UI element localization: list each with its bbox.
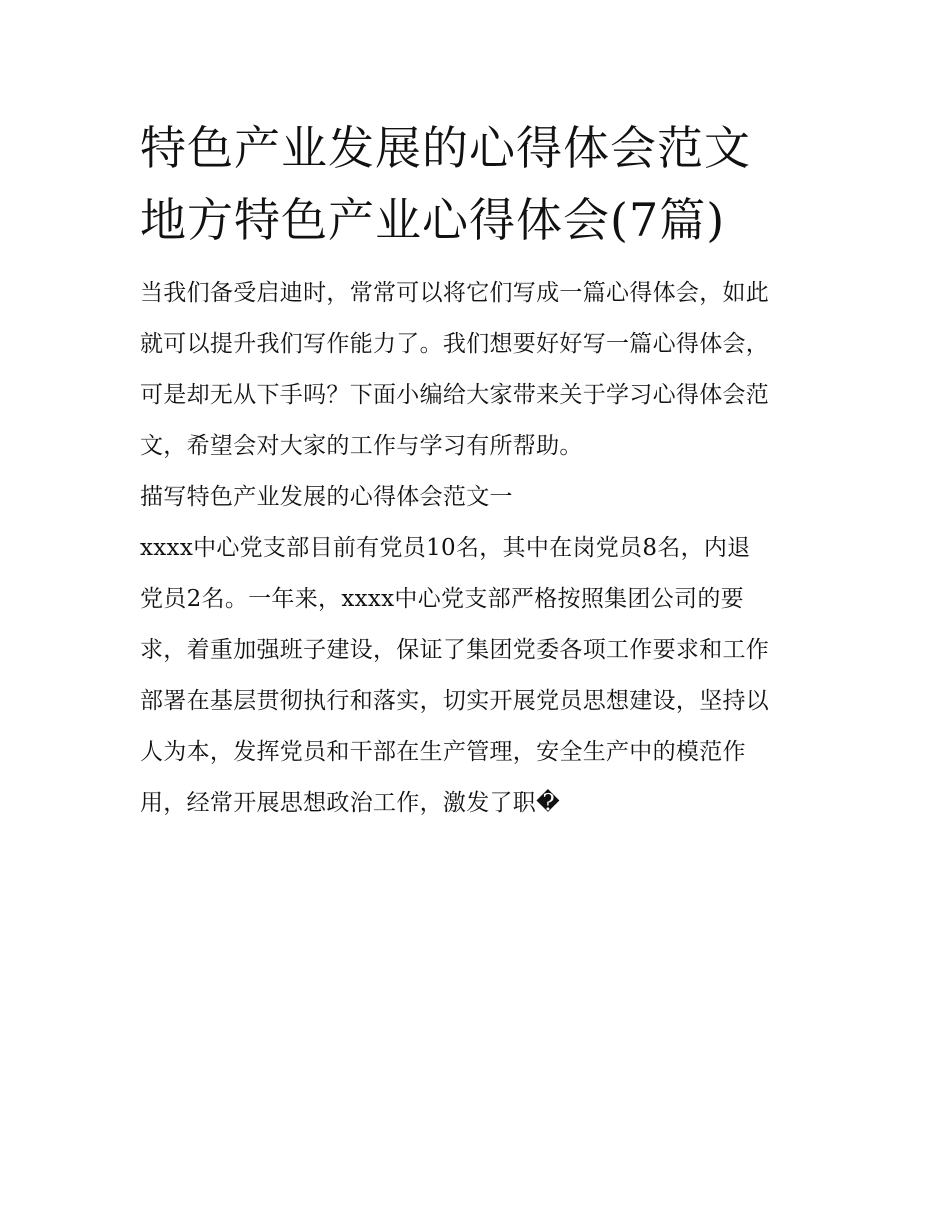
- body-paragraph: [140, 523, 815, 829]
- document-title: [140, 112, 815, 256]
- title-line-1: 特色产业发展的心得体会范文: [140, 121, 751, 175]
- intro-line: 就可以提升我们写作能力了。我们想要好好写一篇心得体会，: [140, 331, 770, 357]
- body-line: xxxx中心党支部目前有党员10名，其中在岗党员8名，内退: [140, 535, 751, 561]
- section-heading-text: 描写特色产业发展的心得体会范文一: [140, 484, 513, 510]
- document-body: [140, 268, 815, 829]
- body-line: 部署在基层贯彻执行和落实，切实开展党员思想建设，坚持以: [140, 688, 770, 714]
- intro-paragraph: [140, 268, 815, 472]
- body-line: 求，着重加强班子建设，保证了集团党委各项工作要求和工作: [140, 637, 770, 663]
- intro-line: 文，希望会对大家的工作与学习有所帮助。: [140, 433, 583, 459]
- title-line-2: 地方特色产业心得体会(7篇): [140, 193, 726, 247]
- section-heading: [140, 472, 815, 523]
- document-page: [140, 112, 815, 829]
- intro-line: 可是却无从下手吗？下面小编给大家带来关于学习心得体会范: [140, 382, 770, 408]
- body-line: 人为本，发挥党员和干部在生产管理，安全生产中的模范作: [140, 739, 746, 765]
- body-line: 党员2名。一年来，xxxx中心党支部严格按照集团公司的要: [140, 586, 744, 612]
- body-line: 用，经常开展思想政治工作，激发了职�: [140, 790, 560, 816]
- intro-line: 当我们备受启迪时，常常可以将它们写成一篇心得体会，如此: [140, 280, 770, 306]
